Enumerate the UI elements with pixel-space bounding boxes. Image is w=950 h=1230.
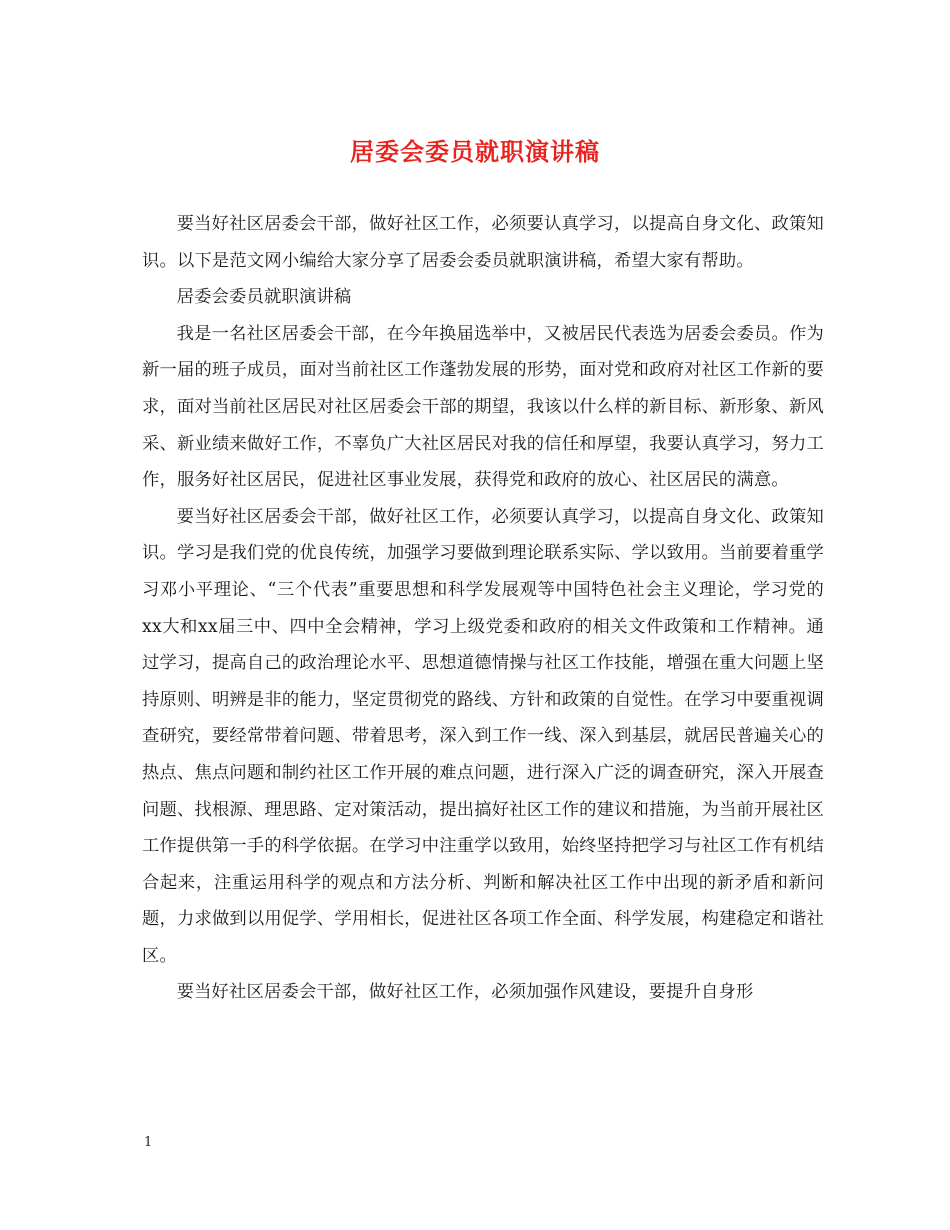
document-title: 居委会委员就职演讲稿 [350, 137, 600, 166]
paragraph-work-style: 要当好社区居委会干部，做好社区工作，必须加强作风建设，要提升自身形 [176, 982, 754, 1003]
page-number: 1 [144, 1135, 153, 1150]
paragraph-study: 要当好社区居委会干部，做好社区工作，必须要认真学习，以提高自身文化、政策知识。学习是我们党的优良传统，加强学习要做到理论联系实际、学以致用。当前要着重学习邓小平理论、“三个代表”重要思想和科学发展观等中国特色社会主义理论，学习党的xx大和xx届三中、四中全会精神，学习上级党委和政府的相关文件政策和工作精神。通过学习，提高自己的政治理论水平、思想道德情操与社区工作技能，增强在重大问题上坚持原则、明辨是非的能力，坚定贯彻党的路线、方针和政策的自觉性。在学习中要重视调查研究，要经常带着问题、带着思考，深入到工作一线、深入到基层，就居民普遍关心的热点、焦点问题和制约社区工作开展的难点问题，进行深入广泛的调查研究，深入开展查问题、找根源、理思路、定对策活动，提出搞好社区工作的建议和措施，为当前开展社区工作提供第一手的科学依据。在学习中注重学以致用，始终坚持把学习与社区工作有机结合起来，注重运用科学的观点和方法分析、判断和解决社区工作中出现的新矛盾和新问题，力求做到以用促学、学用相长，促进社区各项工作全面、科学发展，构建稳定和谐社区。 [142, 506, 824, 966]
paragraph-intro: 要当好社区居委会干部，做好社区工作，必须要认真学习，以提高自身文化、政策知识。以下是范文网小编给大家分享了居委会委员就职演讲稿，希望大家有帮助。 [142, 214, 824, 271]
paragraph-self-introduction: 我是一名社区居委会干部，在今年换届选举中，又被居民代表选为居委会委员。作为新一届的班子成员，面对当前社区工作蓬勃发展的形势，面对党和政府对社区工作新的要求，面对当前社区居民对社区居委会干部的期望，我该以什么样的新目标、新形象、新风采、新业绩来做好工作，不辜负广大社区居民对我的信任和厚望，我要认真学习，努力工作，服务好社区居民，促进社区事业发展，获得党和政府的放心、社区居民的满意。 [142, 323, 824, 491]
paragraph-subtitle: 居委会委员就职演讲稿 [176, 287, 352, 308]
document-body [142, 206, 824, 1011]
